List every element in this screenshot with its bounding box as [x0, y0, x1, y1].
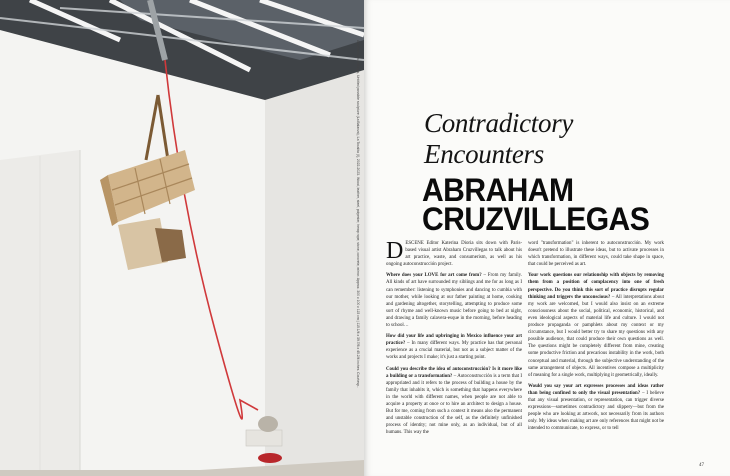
qa-block — [386, 366, 522, 437]
body-paragraph: word "transformation" is inherent to autoconstrucción. My work doesn't pretend to illustrate these ideas, but to activate processes in which transformation, in different ways, could take shape in space, that could be perceived as art. — [528, 241, 664, 268]
caption-text: Abraham Cruzvillegas, Untitled possible sculpture (La Balanza), La Tocalita (I), 2022-2023. Wood, leather, steel, polyester, hemp rope, stone, concrete, mirror. Approx. 300 x 100 x 115 cm | 115.1/4 x 39.7/8 x 45.2/4 inches. Courtesy... — [356, 40, 360, 389]
question: How did your life and upbringing in Mexico influence your art practice? — [386, 334, 522, 347]
qa-block — [386, 272, 522, 329]
text-column-right — [528, 240, 664, 436]
answer: – In many different ways. My practice has that personal experience as a crucial material, but not as a subject matter of the works and projects I make; it's just a starting point. — [386, 341, 522, 361]
qa-block — [528, 383, 664, 433]
title-kicker-line-2: Encounters — [424, 139, 544, 169]
answer: – Autoconstrucción is a term that I appropriated and it refers to the process of building a house by the family that inhabits it, which is something that happens everywhere in the world with different names, when people are not able to acquire a property at once or to hire an architect to design a house. But for me, coming from such a context it means also the permanent and unstable construction of the self, as the definitely unfinished process of identity; not mine only, as an individual, but of all humans. This way the — [386, 373, 522, 436]
answer: – From my family. All kinds of art have surrounded my siblings and me for as long as I can remember: listening to symphonies and dancing to cumbia with our mother, while looking at our father painting at home, cooking and gardening altogether, storytelling, attempting to produce some sort of rhyme and well-known music before going to bed at night, and drawing a family calavera-esque in the morning, before heading to school… — [386, 273, 522, 329]
text-column-left — [386, 240, 522, 440]
question: Where does your LOVE for art come from? — [386, 273, 482, 279]
artist-name-line-1: ABRAHAM — [422, 172, 574, 208]
answer: – All interpretations about my work are welcomed, but I would also insist on an extreme consciousness about the social, political, economic, historical, and even ideological aspects of material life and culture. I would not produce propaganda or pamphlets about my context or my circumstance, but I would better try to share my questions with any possible audience, that could produce their own questions as well. The questions might be completely different from mine, creating some productive friction and precarious instability in the work, both conceptual and material, through the subjective understanding of the same arrangement of objects. All incentives compose a multiplicity of meaning for a single work, multiplying it geometrically, ideally. — [528, 294, 664, 378]
answer: – I believe that any visual presentation, or representation, can trigger diverse expressions—sometimes contradictory and slippery—but from the people who are looking at artwork, not necessarily from its authors only. My ideas when making art are only references that might not be intended to communicate, to express, or to tell — [528, 390, 664, 432]
question: Could you describe the idea of autoconstrucción? Is it more like a building or a transformation? — [386, 366, 522, 379]
title-kicker-line-1: Contradictory — [424, 108, 574, 138]
gallery-installation-image — [0, 0, 364, 476]
qa-block — [528, 272, 664, 378]
qa-block — [386, 333, 522, 361]
artist-name-line-2: CRUZVILLEGAS — [422, 201, 650, 237]
intro-paragraph — [386, 240, 522, 268]
question: Your work questions our relationship with objects by removing them from a position of complacency into one of fresh perspective. Do you think this sort of practice disrupts regular thinking and triggers the unconscious? — [528, 273, 664, 300]
page-number: 47 — [699, 463, 704, 468]
intro-text: ESCENE Editor Katerina Dioria sits down with Paris-based visual artist Abraham Cruzvillegas to talk about his art practice, waste, and consumerism, as well as his ongoing autoconstrucción project. — [386, 241, 522, 268]
article-page — [364, 0, 730, 476]
drop-cap: D — [386, 238, 404, 264]
image-credit-caption — [352, 40, 360, 460]
artwork-photograph — [0, 0, 364, 476]
question: Would you say your art expresses processes and ideas rather than being confined to only the visual presentation? — [528, 383, 664, 396]
